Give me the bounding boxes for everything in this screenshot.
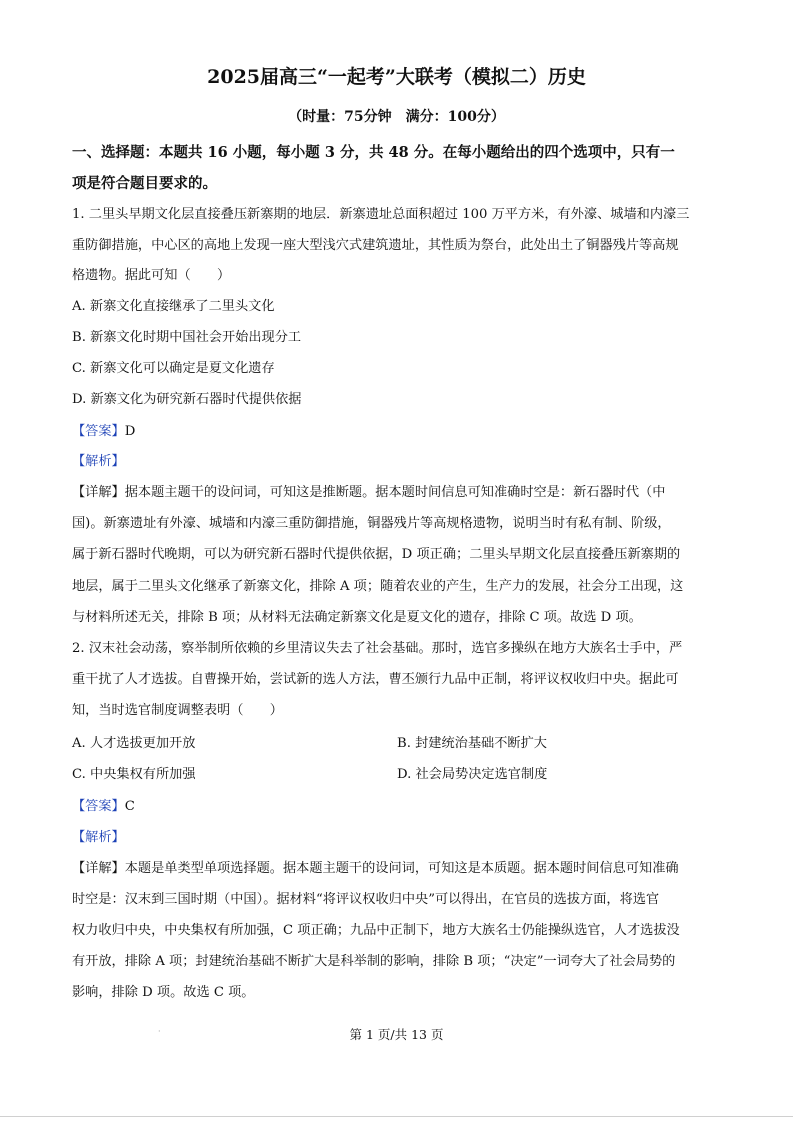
analysis-tag: 【解析】 (72, 830, 125, 845)
option-a: A. 新寨文化直接继承了二里头文化 (72, 299, 275, 314)
analysis-tag: 【解析】 (72, 454, 125, 469)
detail-line: 地层，属于二里头文化继承了新寨文化，排除 A 项；随着农业的产生，生产力的发展，社会分工出现，这 (72, 579, 684, 594)
detail-line: 国)。新寨遗址有外濠、城墙和内濠三重防御措施，铜器残片等高规格遗物，说明当时有私有制、阶级， (72, 516, 671, 531)
section-heading-line1: 一、选择题：本题共 16 小题，每小题 3 分，共 48 分。在每小题给出的四个选项中，只有一 (72, 144, 675, 161)
detail-line (72, 481, 665, 500)
page-number: 第 1 页/共 13 页 (349, 1027, 444, 1042)
answer-tag: 【答案】 (72, 799, 125, 814)
analysis-line (72, 450, 125, 469)
detail-line: 与材料所述无关，排除 B 项；从材料无法确定新寨文化是夏文化的遗存，排除 C 项。故选 D 项。 (72, 610, 642, 625)
detail-text: 本题是单类型单项选择题。据本题主题干的设问词，可知这是本质题。据本题时间信息可知准确 (124, 861, 679, 876)
question-stem-line: 重干扰了人才选拔。自曹操开始，尝试新的选人方法，曹丕颁行九品中正制，将评议权收归中央。据此可 (72, 672, 679, 687)
bottom-divider (0, 1116, 793, 1117)
exam-info: （时量：75分钟 满分：100分） (288, 109, 505, 125)
detail-tag: 【详解】 (72, 861, 125, 876)
option-d: D. 新寨文化为研究新石器时代提供依据 (72, 392, 302, 407)
answer-tag: 【答案】 (72, 424, 125, 439)
option-d: D. 社会局势决定选官制度 (397, 767, 548, 782)
question-stem-line: 2. 汉末社会动荡，察举制所依赖的乡里清议失去了社会基础。那时，选官多操纵在地方大族名士手中，严 (72, 641, 683, 656)
question-stem-line: 格遗物。据此可知（ ） (72, 268, 231, 283)
option-b: B. 新寨文化时期中国社会开始出现分工 (72, 330, 302, 345)
answer-value: C (124, 799, 135, 814)
page-title: 2025届高三“一起考”大联考（模拟二）历史 (207, 66, 586, 88)
detail-line: 有开放，排除 A 项；封建统治基础不断扩大是科举制的影响，排除 B 项；“决定”一词夸大了社会局势的 (72, 954, 676, 969)
question-stem-line: 知，当时选官制度调整表明（ ） (72, 703, 283, 718)
detail-line: 权力收归中央，中央集权有所加强，C 项正确；九品中正制下，地方大族名士仍能操纵选官，人才选拔没 (72, 923, 680, 938)
footer-mark: · (158, 1027, 161, 1036)
analysis-line (72, 826, 125, 845)
detail-line: 时空是：汉末到三国时期（中国）。据材料“将评议权收归中央”可以得出，在官员的选拔方面，将选官 (72, 892, 660, 907)
detail-line (72, 857, 679, 876)
question-stem-line: 重防御措施，中心区的高地上发现一座大型浅穴式建筑遗址，其性质为祭台，此处出土了铜器残片等高规 (72, 238, 679, 253)
question-stem-line: 1. 二里头早期文化层直接叠压新寨期的地层．新寨遗址总面积超过 100 万平方米，有外濠、城墙和内濠三 (72, 207, 690, 222)
answer-line (72, 795, 135, 814)
option-c: C. 中央集权有所加强 (72, 767, 196, 782)
detail-line: 影响，排除 D 项。故选 C 项。 (72, 985, 255, 1000)
detail-line: 属于新石器时代晚期，可以为研究新石器时代提供依据，D 项正确；二里头早期文化层直接叠压新寨期的 (72, 547, 681, 562)
detail-tag: 【详解】 (72, 485, 125, 500)
detail-text: 据本题主题干的设问词，可知这是推断题。据本题时间信息可知准确时空是：新石器时代（中 (124, 485, 666, 500)
option-c: C. 新寨文化可以确定是夏文化遗存 (72, 361, 275, 376)
option-a: A. 人才选拔更加开放 (72, 736, 196, 751)
answer-value: D (124, 424, 136, 439)
section-heading-line2: 项是符合题目要求的。 (72, 175, 217, 192)
option-b: B. 封建统治基础不断扩大 (397, 736, 547, 751)
answer-line (72, 420, 135, 439)
